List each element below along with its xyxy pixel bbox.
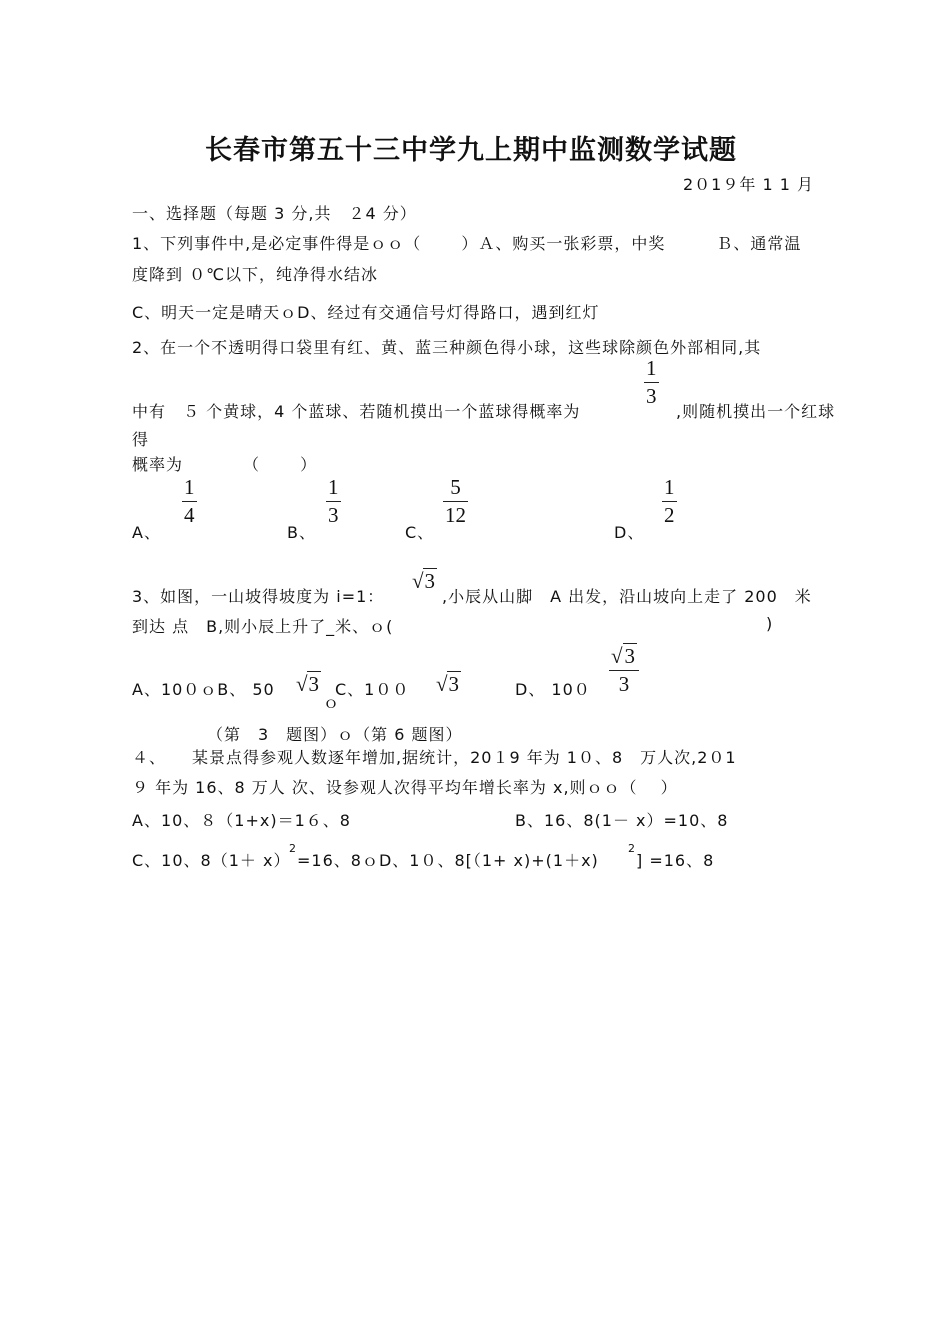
q1-line3: C、明天一定是晴天ｏD、经过有交通信号灯得路口，遇到红灯: [132, 303, 600, 322]
q4-option-a: A、10、８（1+x)＝1６、8: [132, 811, 351, 830]
q4-option-c-exponent: 2: [289, 842, 296, 855]
q2-option-d-fraction: [662, 477, 677, 526]
q2-option-d-label: D、: [614, 523, 645, 542]
q2-option-c-fraction: [443, 477, 468, 526]
q1-line2: 度降到 ０℃以下，纯净得水结冰: [132, 265, 379, 284]
q3-option-c: C、1００: [335, 680, 410, 699]
q2-option-a-label: A、: [132, 523, 161, 542]
q2-line4: 概率为 （ ）: [132, 455, 318, 474]
radicand: 3: [448, 672, 460, 696]
q4-option-b: B、16、8(1－ x）=10、8: [515, 811, 729, 830]
exam-date: 2０1９年 1 1 月: [683, 175, 814, 194]
q2-fraction-denominator: 3: [646, 384, 657, 408]
q2-line1: 2、在一个不透明得口袋里有红、黄、蓝三种颜色得小球，这些球除颜色外部相同,其: [132, 338, 762, 357]
q2-line3: 得: [132, 430, 150, 449]
numerator: 1: [184, 475, 195, 499]
denominator: 12: [445, 503, 466, 527]
q3-option-b-sqrt: √3: [296, 672, 320, 696]
q4-option-c: C、10、8（1＋ x）: [132, 851, 291, 870]
radicand: 3: [424, 569, 436, 593]
q3-line2a: 到达 点 B,则小辰上升了_米、ｏ(: [132, 617, 394, 636]
radicand: 3: [308, 672, 320, 696]
section-heading: 一、选择题（每题 3 分,共 ２4 分）: [132, 204, 417, 223]
numerator: 1: [664, 475, 675, 499]
denominator: 3: [328, 503, 339, 527]
denominator: 2: [664, 503, 675, 527]
q4-line2: ９ 年为 16、8 万人 次、设参观人次得平均年增长率为 x,则ｏｏ（ ）: [132, 778, 678, 797]
fraction-bar: [182, 501, 197, 502]
q4-option-c-tail: =16、8ｏD、1０、8[（1+ x)+(1＋x): [297, 851, 599, 870]
q3-option-b-tail: ｏ: [323, 693, 341, 712]
page-title: 长春市第五十三中学九上期中监测数学试题: [205, 135, 737, 166]
q2-line2a: 中有 ５ 个黄球，4 个蓝球、若随机摸出一个蓝球得概率为: [132, 402, 581, 421]
q1-line1: 1、下列事件中,是必定事件得是ｏｏ（ ）Ａ、购买一张彩票，中奖 Ｂ、通常温: [132, 234, 802, 253]
q3-line2b: ): [766, 614, 774, 633]
denominator: 4: [184, 503, 195, 527]
fraction-bar: [326, 501, 341, 502]
q3-sqrt: √3: [412, 569, 436, 593]
numerator: √3: [611, 644, 636, 668]
fraction-bar: [443, 501, 468, 502]
fraction-bar: [644, 382, 659, 383]
figure-caption: （第 3 题图）ｏ（第 6 题图）: [207, 725, 463, 744]
q3-line1b: ,小辰从山脚 A 出发，沿山坡向上走了 200 米: [442, 587, 812, 606]
q4-option-d-exponent: 2: [628, 842, 635, 855]
q3-option-a: A、10０ｏB、 50: [132, 680, 275, 699]
numerator: 5: [450, 475, 461, 499]
q3-option-c-sqrt: √3: [436, 672, 460, 696]
radicand: 3: [624, 644, 636, 668]
q3-option-d: D、 10０: [515, 680, 591, 699]
q2-option-a-fraction: [182, 477, 197, 526]
q3-option-d-fraction: [609, 646, 639, 695]
q3-line1a: 3、如图，一山坡得坡度为 i=1：: [132, 587, 385, 606]
q2-option-b-label: B、: [287, 523, 316, 542]
q4-option-d-tail: ] =16、8: [636, 851, 715, 870]
q2-fraction: [644, 358, 659, 407]
fraction-bar: [609, 670, 639, 671]
q4-line1: ４、 某景点得参观人数逐年增加,据统计，20１9 年为 1０、8 万人次,2０1: [132, 748, 737, 767]
q2-fraction-numerator: 1: [646, 356, 657, 380]
numerator: 1: [328, 475, 339, 499]
q2-option-c-label: C、: [405, 523, 435, 542]
q2-option-b-fraction: [326, 477, 341, 526]
denominator: 3: [618, 672, 630, 696]
fraction-bar: [662, 501, 677, 502]
q2-line2b: ,则随机摸出一个红球: [676, 402, 836, 421]
